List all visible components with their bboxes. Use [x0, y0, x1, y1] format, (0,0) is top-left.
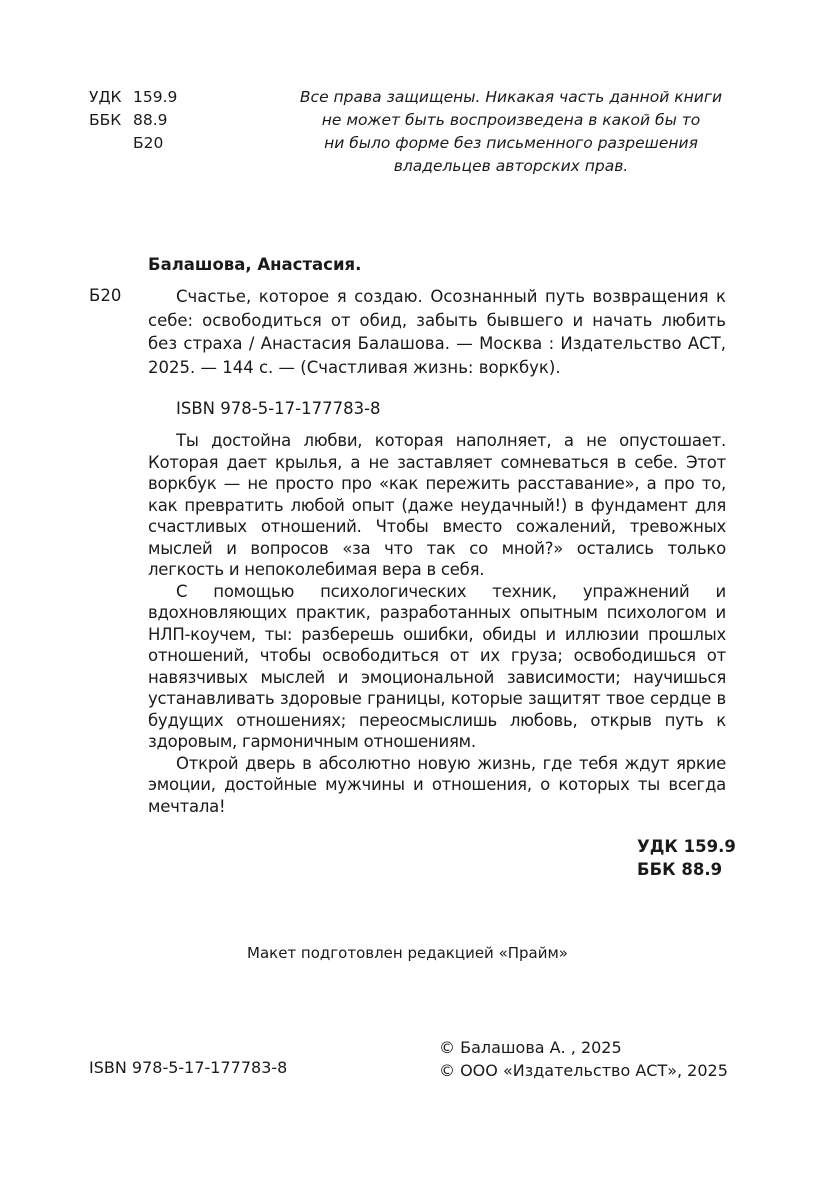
rights-line-4: владельцев авторских прав. [393, 157, 629, 175]
copyright-author: © Балашова А. , 2025 [439, 1038, 622, 1057]
rights-line-1: Все права защищены. Никакая часть данной книги [299, 88, 723, 106]
catalog-code: Б20 [89, 286, 122, 305]
udk-value: 159.9 [133, 88, 178, 106]
udk-row [89, 86, 177, 109]
classification-summary [637, 835, 736, 881]
prepared-by-note: Макет подготовлен редакцией «Прайм» [247, 944, 568, 962]
classification-codes [89, 86, 177, 155]
annotation-paragraph-1: Ты достойна любви, которая наполняет, а не опустошает. Которая дает крылья, а не заставляет сомневаться в себе. Этот воркбук — не просто про «как пережить расставание», а про то, как превратить любой опыт (даже неудачный!) в фундамент для счастливых отношений. Чтобы вместо сожалений, тревожных мыслей и вопросов «за что так со мной?» остались только легкость и непоколебимая вера в себя. [148, 431, 726, 579]
udk-summary: УДК 159.9 [637, 837, 736, 856]
annotation-paragraph-3: Открой дверь в абсолютно новую жизнь, где тебя ждут яркие эмоции, достойные мужчины и отношения, о которых ты всегда мечтала! [148, 753, 726, 816]
annotation [148, 430, 726, 817]
footer-isbn: ISBN 978-5-17-177783-8 [89, 1058, 288, 1077]
rights-notice [285, 86, 737, 178]
bbk-label: ББК [89, 111, 122, 129]
catalog-description-text: Счастье, которое я создаю. Осознанный путь возвращения к себе: освободиться от обид, забыть бывшего и начать любить без страха / Анастасия Балашова. — Москва : Издательство АСТ, 2025. — 144 с. — (Счастливая жизнь: воркбук). [148, 287, 726, 377]
catalog-author: Балашова, Анастасия. [148, 255, 362, 274]
bbk-row [89, 109, 177, 132]
author-mark-row [89, 132, 177, 155]
rights-line-2: не может быть воспроизведена в какой бы то [321, 111, 701, 129]
catalog-isbn: ISBN 978-5-17-177783-8 [176, 399, 381, 418]
annotation-paragraph-2: С помощью психологических техник, упражнений и вдохновляющих практик, разработанных опытным психологом и НЛП-коучем, ты: разберешь ошибки, обиды и иллюзии прошлых отношений, чтобы освободиться от их груза; освободишься от навязчивых мыслей и эмоциональной зависимости; научишься устанавливать здоровые границы, которые защитят твое сердце в будущих отношениях; переосмыслишь любовь, открыв путь к здоровым, гармоничным отношениям. [148, 581, 726, 751]
udk-label: УДК [89, 88, 122, 106]
bbk-summary: ББК 88.9 [637, 860, 723, 879]
rights-line-3: ни было форме без письменного разрешения [324, 134, 698, 152]
bbk-value: 88.9 [133, 111, 168, 129]
author-mark: Б20 [133, 134, 164, 152]
copyright-publisher: © ООО «Издательство АСТ», 2025 [439, 1061, 728, 1080]
catalog-description [148, 285, 726, 379]
copyright-block [439, 1036, 728, 1082]
